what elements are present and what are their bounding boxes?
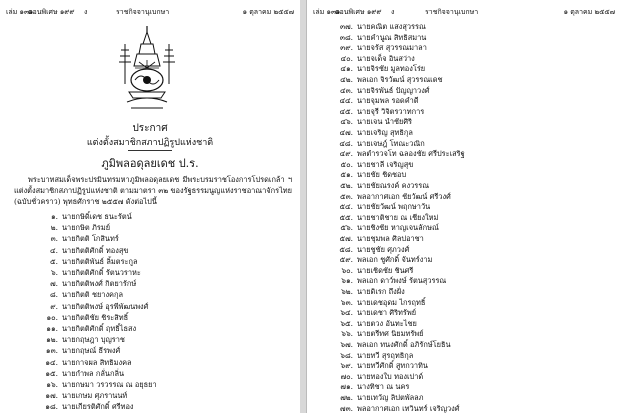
list-item-number: ๕๙.: [339, 255, 353, 265]
list-item-name: นายกษิต ภิรมย์: [62, 223, 111, 233]
list-item-number: ๑๑.: [46, 324, 58, 333]
page-header: [6, 6, 294, 18]
list-item-number: ๓๘.: [339, 32, 353, 42]
list-item-name: นายกิตติศักดิ์ รัตนวราหะ: [62, 268, 141, 277]
list-item-name: นายชุมพล ศิลปอาชา: [357, 234, 424, 243]
list-item-number: ๗.: [50, 279, 58, 289]
list-item-number: ๔๕.: [339, 106, 353, 116]
list-item-name: นายกฤษฎา บุญราช: [62, 335, 125, 345]
list-item-name: นายชิงชัย หาญเจนลักษณ์: [357, 223, 439, 233]
list-item-name: นายกฤษณ์ ธีรพงศ์: [62, 346, 121, 356]
list-item-number: ๗๑.: [340, 382, 353, 392]
list-item-name: พลเอก ดาว์พงษ์ รัตนสุวรรณ: [357, 276, 447, 286]
list-item-number: ๖๓.: [340, 297, 353, 307]
header-volume: เล่ม ๑๓๑: [6, 8, 34, 16]
list-item-name: พลตำรวจโท ฉลองชัย ศรีประเสริฐ: [357, 149, 465, 159]
list-item-name: นายกิตติพันธ์ ลิ้มตระกูล: [62, 256, 138, 266]
list-item-name: นายชัย ชิดชอบ: [357, 170, 407, 180]
list-item-name: นายเจริญ สุทธิกุล: [357, 128, 413, 137]
list-item-name: นายชาติชาย ณ เชียงใหม่: [357, 212, 439, 222]
list-item-name: นายกิตติ ชยางคกุล: [62, 290, 124, 300]
list-item-name: นายเชิดชัย ชินศรี: [357, 265, 414, 275]
list-item-number: ๑๒.: [46, 335, 58, 345]
list-item-name: นายกิตติ โกสินทร์: [62, 234, 119, 244]
list-item-name: นายกิตติพงศ์ กิตยารักษ์: [62, 279, 137, 289]
list-item-number: ๔๐.: [340, 53, 353, 63]
list-item-name: นายจิรพันธ์ ปัญญาวงศ์: [357, 85, 430, 95]
list-item-number: ๖๙.: [340, 361, 353, 371]
list-item-number: ๕๘.: [339, 244, 353, 254]
page-header: [313, 6, 615, 18]
document-subject: แต่งตั้งสมาชิกสภาปฏิรูปแห่งชาติ: [86, 138, 214, 148]
list-item-number: ๕๐.: [340, 159, 353, 169]
list-item-number: ๒.: [50, 223, 58, 233]
list-item-number: ๖.: [50, 268, 58, 277]
list-item-number: ๔๘.: [339, 138, 353, 148]
list-item-number: ๕๑.: [340, 170, 353, 180]
list-item-number: ๔๖.: [340, 117, 353, 127]
document-kind: ประกาศ: [132, 123, 168, 134]
list-item-number: ๙.: [50, 301, 58, 311]
list-item-name: นายชัยวัฒน์ พฤกษาวัน: [357, 202, 431, 212]
header-date: ๑ ตุลาคม ๒๕๕๗: [563, 8, 615, 16]
list-item-number: ๓๙.: [340, 43, 353, 53]
royal-emblem-icon: [117, 24, 177, 116]
list-item-number: ๑๔.: [45, 357, 58, 367]
list-item-name: นายจรัส สุวรรณมาลา: [357, 43, 427, 53]
list-item-name: นายทวีศักดิ์ สูทกวาทิน: [357, 361, 428, 371]
gazette-page-left: [0, 0, 301, 413]
title-divider: [128, 150, 172, 151]
list-item-name: นายกิตติศักดิ์ ฤทธิ์ไธสง: [62, 324, 137, 333]
list-item-number: ๗๓.: [340, 403, 353, 413]
list-item-number: ๖๐.: [341, 265, 353, 275]
list-item-number: ๔๙.: [339, 149, 353, 159]
list-item-name: นายกิตติพงษ์ อุรพีพัฒนพงศ์: [62, 301, 149, 311]
list-item-name: นายตรีทศ นิยมทรัพย์: [357, 329, 424, 339]
header-part: ง: [391, 8, 395, 16]
header-volume: เล่ม ๑๓๑: [313, 8, 341, 16]
list-item-number: ๔.: [50, 245, 58, 255]
preamble-paragraph: พระบาทสมเด็จพระปรมินทรมหาภูมิพลอดุลยเดช มีพระบรมราชโองการโปรดเกล้า ฯ แต่งตั้งสมาชิกสภาปฏิรูปแห่งชาติ ตามมาตรา ๓๒ ของรัฐธรรมนูญแห่งราชอาณาจักรไทย (ฉบับชั่วคราว) พุทธศักราช ๒๕๕๗ ดังต่อไปนี้: [14, 175, 292, 206]
header-publication: ราชกิจจานุเบกษา: [116, 8, 170, 16]
list-item-number: ๕๔.: [339, 202, 353, 212]
list-item-number: ๑๖.: [46, 380, 58, 389]
list-item-name: นายกษิดิ์เดช ธนะรัตน์: [62, 212, 132, 221]
list-item-number: ๗๐.: [340, 371, 353, 381]
list-item-name: นายทวี สุรฤทธิกุล: [357, 350, 414, 360]
list-item-name: นายจุมพล รอดคำดี: [357, 96, 419, 106]
header-date: ๑ ตุลาคม ๒๕๕๗: [242, 8, 294, 16]
list-item-name: นายทองใบ ทองเปาด์: [357, 371, 424, 381]
list-item-number: ๔๓.: [340, 85, 353, 95]
list-item-name: พลอากาศเอก ชัยวัฒน์ ศรีวงศ์: [357, 191, 451, 201]
list-item-name: นายกิตติชัย ชิระสิทธิ์: [62, 312, 129, 322]
list-item-number: ๑๘.: [45, 402, 58, 412]
list-item-name: นายคณิต แสงสุวรรณ: [357, 22, 426, 31]
header-publication: ราชกิจจานุเบกษา: [425, 8, 479, 16]
list-item-number: ๑๐.: [46, 312, 58, 322]
list-item-number: ๔๒.: [340, 75, 353, 84]
list-item-number: ๕๓.: [340, 191, 353, 201]
list-item-number: ๖๕.: [340, 318, 353, 328]
list-item-number: ๑๗.: [45, 391, 58, 401]
list-item-number: ๗๒.: [340, 393, 353, 402]
list-item-number: ๑๕.: [45, 368, 58, 378]
list-item-number: ๖๑.: [341, 276, 353, 286]
list-item-number: ๔๑.: [340, 64, 353, 74]
list-item-number: ๖๗.: [340, 340, 353, 349]
list-item-number: ๕๖.: [340, 223, 353, 233]
gazette-page-right: [306, 0, 620, 413]
list-item-name: นายชาลี เจริญสุข: [357, 159, 414, 169]
list-item-number: ๖๖.: [341, 329, 353, 339]
list-item-name: นายกิตติศักดิ์ ทองสุข: [62, 245, 129, 255]
list-item-number: ๓๗.: [340, 22, 353, 31]
list-item-number: ๖๒.: [341, 287, 353, 296]
list-item-number: ๖๔.: [340, 308, 353, 318]
list-item-name: นายกษมา วรวรรณ ณ อยุธยา: [62, 380, 157, 389]
list-item-name: นายจิรชัย มูลทองโร่ย: [357, 64, 426, 74]
list-item-name: นายคำนูณ สิทธิสมาน: [357, 32, 427, 42]
list-item-number: ๔๔.: [339, 96, 353, 106]
list-item-name: นายชูชัย ศุภวงศ์: [357, 244, 410, 254]
list-item-name: นางทิชา ณ นคร: [357, 382, 410, 392]
list-item-name: นายเจษฎ์ โทณะวณิก: [357, 138, 425, 148]
list-item-number: ๔๗.: [339, 128, 353, 137]
list-item-number: ๘.: [49, 290, 58, 300]
list-item-name: พลเอก ชูศักดิ์ จันทร์งาม: [357, 255, 433, 265]
list-item-name: นายชัยณรงค์ คงวรรณ: [357, 181, 430, 190]
list-item-name: นายเทวัญ ลิปตพัลลภ: [357, 393, 424, 402]
list-item-name: พลเอก ทนงศักดิ์ อภิรักษ์โยธิน: [357, 340, 451, 349]
list-item-name: นายเดชอุดม ไกรฤทธิ์: [357, 297, 426, 307]
list-item-name: นายเดชา ศิริทรัพย์: [357, 308, 417, 318]
list-item-number: ๓.: [50, 234, 58, 244]
list-item-name: นายตวง อันทะไชย: [357, 318, 417, 328]
list-item-name: พลเอก จิรวัฒน์ สุวรรณเดช: [357, 75, 443, 84]
document-signatory: ภูมิพลอดุลยเดช ป.ร.: [101, 157, 199, 170]
list-item-name: นายเกียรติศักดิ์ ศรีทอง: [62, 402, 134, 412]
list-item-name: นายกาจผล สิทธิมงคล: [62, 357, 132, 367]
list-item-number: ๕๕.: [339, 212, 353, 222]
list-item-name: นายจุรี วิจิตรวาทการ: [357, 106, 425, 116]
list-item-name: นายดิเรก ถึงฝั่ง: [357, 287, 405, 296]
list-item-number: ๕๗.: [339, 234, 353, 243]
header-issue: ตอนพิเศษ ๑๙๙: [28, 8, 75, 16]
list-item-name: นายเจน นำชัยศิริ: [357, 117, 413, 127]
list-item-name: นายจเด็จ อินสว่าง: [357, 53, 415, 63]
list-item-number: ๕๒.: [340, 181, 353, 190]
header-part: ง: [84, 8, 88, 16]
header-issue: ตอนพิเศษ ๑๙๙: [335, 8, 382, 16]
list-item-number: ๖๘.: [340, 350, 353, 360]
list-item-name: พลอากาศเอก เทวินทร์ เจริญวงศ์: [357, 403, 460, 413]
list-item-number: ๑๓.: [45, 346, 58, 356]
list-item-name: นายกำพล กลั่นกลิ่น: [62, 368, 125, 378]
list-item-number: ๑.: [50, 212, 58, 221]
list-item-number: ๕.: [50, 256, 58, 266]
list-item-name: นายเกษม ศุภรานนท์: [62, 391, 128, 401]
